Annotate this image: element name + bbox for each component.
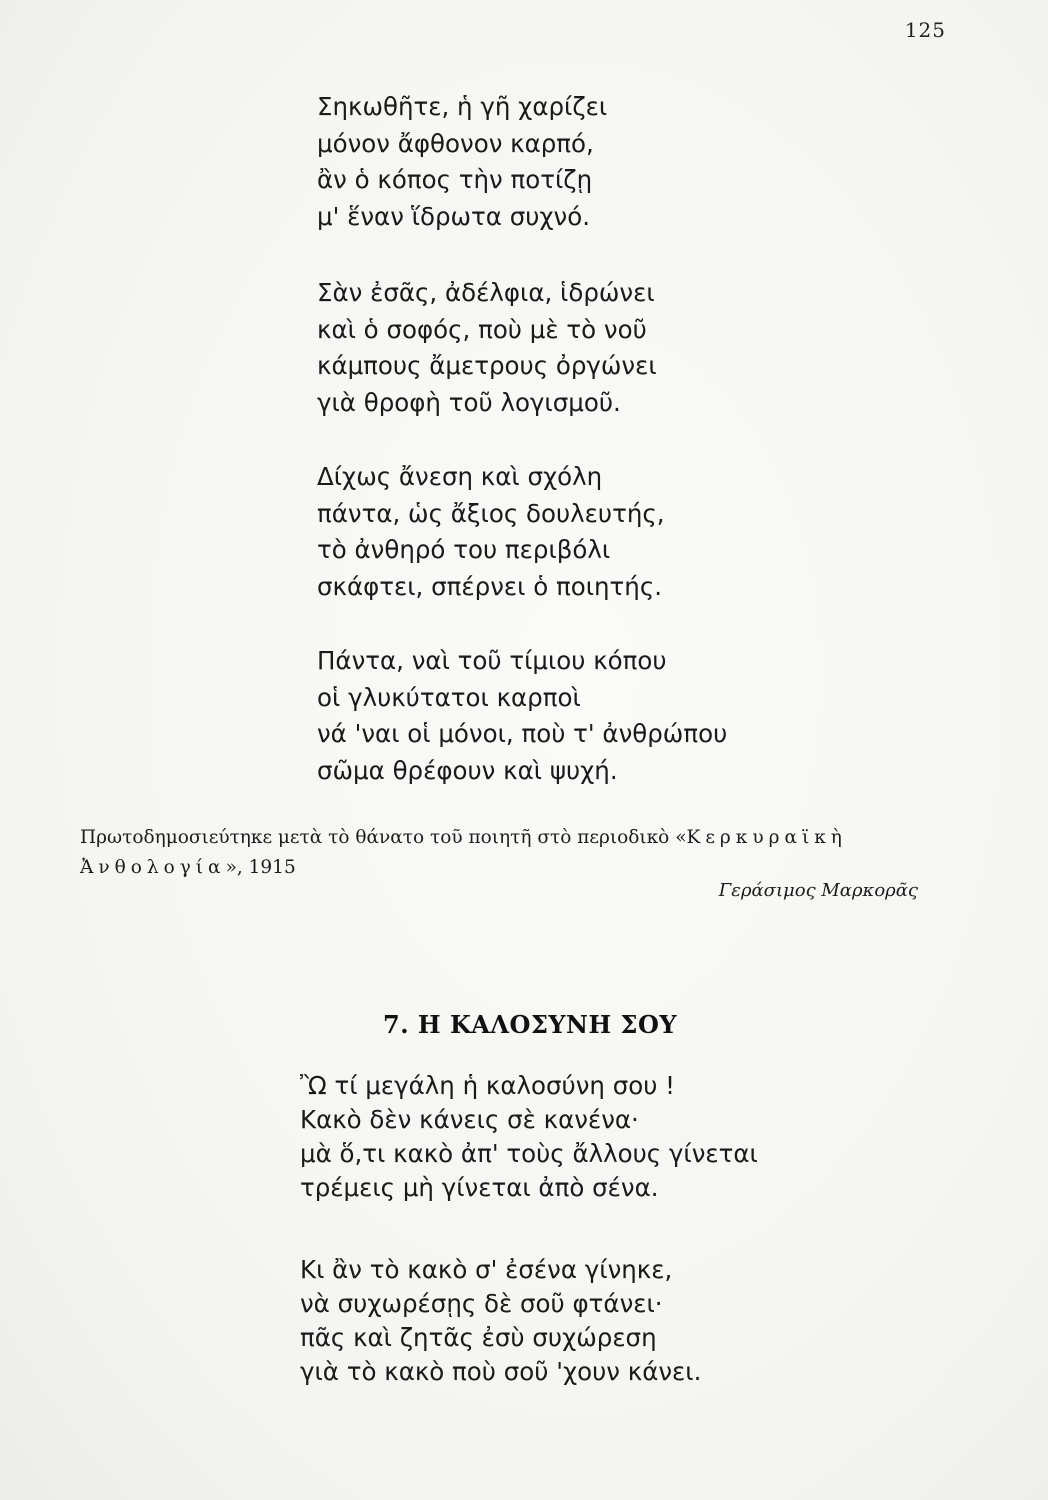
verse-line: Ὢ τί μεγάλη ἡ καλοσύνη σου !	[300, 1071, 676, 1100]
verse-line: σκάφτει, σπέρνει ὁ ποιητής.	[317, 571, 662, 601]
verse-line: τὸ ἀνθηρό του περιβόλι	[317, 535, 611, 564]
verse-line: πάντα, ὡς ἄξιος δουλευτής,	[317, 498, 665, 528]
journal-name-part-1: Κερκυραϊκὴ	[686, 827, 847, 848]
verse-line: τρέμεις μὴ γίνεται ἀπὸ σένα.	[300, 1173, 659, 1202]
verse-line: ἂν ὁ κόπος τὴν ποτίζῃ	[317, 165, 593, 194]
verse-line: Πάντα, ναὶ τοῦ τίμιου κόπου	[317, 646, 667, 675]
journal-name-part-2: Ἀνθολογία	[80, 857, 226, 878]
verse-line: γιὰ τὸ κακὸ ποὺ σοῦ 'χουν κάνει.	[300, 1357, 702, 1386]
verse-line: Κακὸ δὲν κάνεις σὲ κανένα·	[300, 1105, 639, 1134]
verse-line: Σὰν ἐσᾶς, ἀδέλφια, ἱδρώνει	[317, 278, 655, 307]
verse-line: σῶμα θρέφουν καὶ ψυχή.	[317, 755, 618, 785]
note-text: Πρωτοδημοσιεύτηκε μετὰ τὸ θάνατο τοῦ ποιητῆ στὸ περιοδικὸ «	[80, 827, 687, 848]
publication-note-line-1	[80, 823, 960, 853]
verse-line: μόνον ἄφθονον καρπό,	[317, 128, 594, 158]
poem1-stanza-1	[317, 89, 607, 235]
verse-line: νὰ συχωρέσῃς δὲ σοῦ φτάνει·	[300, 1289, 663, 1318]
verse-line: Κι ἂν τὸ κακὸ σ' ἐσένα γίνηκε,	[300, 1255, 673, 1284]
poem2-stanza-1	[300, 1069, 758, 1205]
verse-line: νά 'ναι οἱ μόνοι, ποὺ τ' ἀνθρώπου	[317, 719, 728, 748]
poem1-stanza-2	[317, 275, 657, 421]
verse-line: μὰ ὅ,τι κακὸ ἀπ' τοὺς ἄλλους γίνεται	[300, 1139, 758, 1168]
publication-note-line-2	[80, 853, 960, 883]
note-year: », 1915	[225, 857, 296, 878]
verse-line: καὶ ὁ σοφός, ποὺ μὲ τὸ νοῦ	[317, 314, 647, 344]
section-title: 7. Η ΚΑΛΟΣΥΝΗ ΣΟΥ	[383, 1010, 678, 1039]
page-number: 125	[904, 18, 946, 42]
poem1-stanza-4	[317, 643, 727, 789]
verse-line: κάμπους ἄμετρους ὀργώνει	[317, 351, 657, 380]
verse-line: γιὰ θροφὴ τοῦ λογισμοῦ.	[317, 387, 621, 417]
verse-line: Δίχως ἄνεση καὶ σχόλη	[317, 462, 603, 491]
poem2-stanza-2	[300, 1253, 701, 1389]
verse-line: οἱ γλυκύτατοι καρποὶ	[317, 682, 581, 712]
publication-note	[80, 823, 960, 883]
poem1-stanza-3	[317, 459, 665, 605]
verse-line: μ' ἕναν ἵδρωτα συχνό.	[317, 201, 591, 231]
verse-line: Σηκωθῆτε, ἡ γῆ χαρίζει	[317, 92, 608, 121]
author-signature: Γεράσιμος Μαρκορᾶς	[718, 880, 918, 901]
verse-line: πᾶς καὶ ζητᾶς ἐσὺ συχώρεση	[300, 1323, 657, 1352]
